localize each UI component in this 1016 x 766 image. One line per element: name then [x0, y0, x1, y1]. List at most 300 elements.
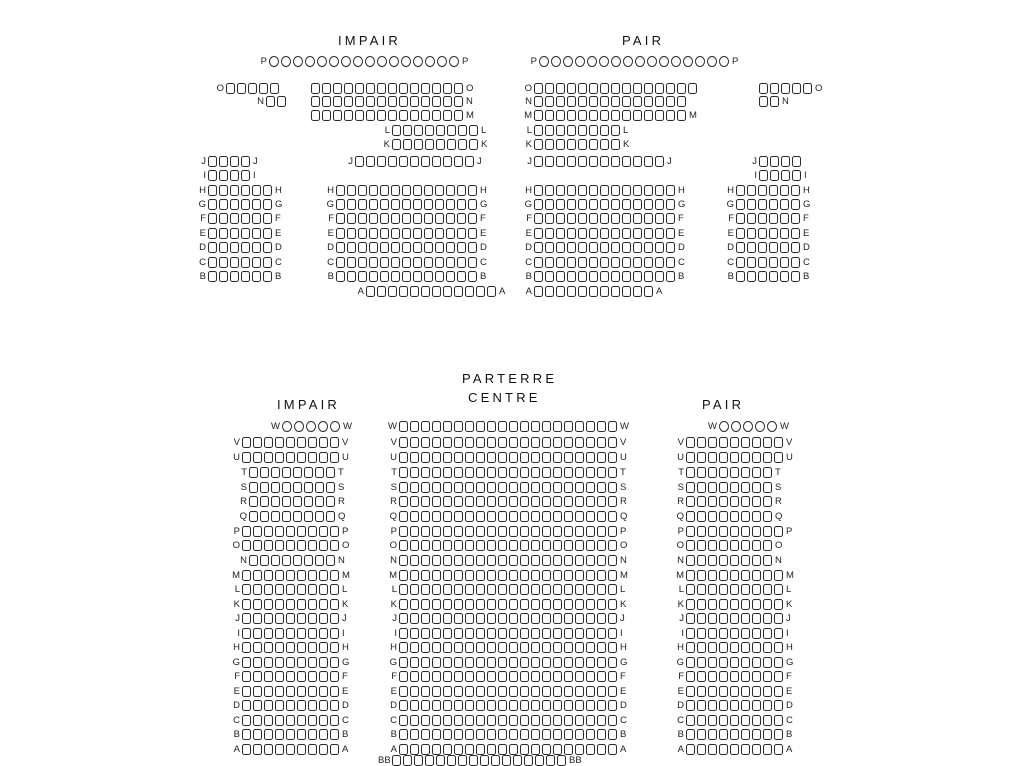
seat[interactable]: [520, 511, 529, 522]
seat[interactable]: [741, 540, 750, 551]
seat[interactable]: [597, 686, 606, 697]
seat[interactable]: [399, 729, 408, 740]
seat[interactable]: [564, 700, 573, 711]
seat[interactable]: [458, 125, 467, 136]
seat[interactable]: [747, 228, 756, 239]
seat[interactable]: [286, 437, 295, 448]
seat[interactable]: [498, 467, 507, 478]
seat[interactable]: [297, 700, 306, 711]
seat[interactable]: [264, 686, 273, 697]
seat[interactable]: [509, 628, 518, 639]
seat[interactable]: [611, 83, 620, 94]
seat[interactable]: [752, 613, 761, 624]
seat[interactable]: [377, 156, 386, 167]
seat[interactable]: [253, 452, 262, 463]
seat[interactable]: [520, 496, 529, 507]
seat[interactable]: [695, 56, 705, 67]
seat[interactable]: [791, 242, 800, 253]
seat[interactable]: [531, 657, 540, 668]
seat[interactable]: [597, 715, 606, 726]
seat[interactable]: [377, 110, 386, 121]
seat[interactable]: [567, 125, 576, 136]
seat[interactable]: [531, 526, 540, 537]
seat[interactable]: [622, 228, 631, 239]
seat[interactable]: [443, 452, 452, 463]
seat[interactable]: [792, 170, 801, 181]
seat[interactable]: [697, 496, 706, 507]
seat[interactable]: [468, 242, 477, 253]
seat[interactable]: [319, 700, 328, 711]
seat[interactable]: [286, 729, 295, 740]
seat[interactable]: [377, 83, 386, 94]
seat[interactable]: [608, 555, 617, 566]
seat[interactable]: [644, 213, 653, 224]
seat[interactable]: [264, 526, 273, 537]
seat[interactable]: [498, 540, 507, 551]
seat[interactable]: [534, 83, 543, 94]
seat[interactable]: [563, 56, 573, 67]
seat[interactable]: [413, 213, 422, 224]
seat[interactable]: [719, 540, 728, 551]
seat[interactable]: [567, 199, 576, 210]
seat[interactable]: [608, 421, 617, 432]
seat[interactable]: [553, 715, 562, 726]
seat[interactable]: [410, 83, 419, 94]
seat[interactable]: [575, 613, 584, 624]
seat[interactable]: [443, 526, 452, 537]
seat[interactable]: [266, 96, 275, 107]
seat[interactable]: [545, 286, 554, 297]
seat[interactable]: [509, 496, 518, 507]
seat[interactable]: [542, 686, 551, 697]
seat[interactable]: [264, 642, 273, 653]
seat[interactable]: [399, 467, 408, 478]
seat[interactable]: [330, 599, 339, 610]
seat[interactable]: [608, 511, 617, 522]
seat[interactable]: [260, 511, 269, 522]
seat[interactable]: [454, 555, 463, 566]
seat[interactable]: [347, 228, 356, 239]
seat[interactable]: [432, 156, 441, 167]
seat[interactable]: [520, 584, 529, 595]
seat[interactable]: [686, 555, 695, 566]
seat[interactable]: [589, 257, 598, 268]
seat[interactable]: [336, 242, 345, 253]
seat[interactable]: [322, 110, 331, 121]
seat[interactable]: [465, 467, 474, 478]
seat[interactable]: [730, 599, 739, 610]
seat[interactable]: [330, 526, 339, 537]
seat[interactable]: [780, 257, 789, 268]
seat[interactable]: [242, 540, 251, 551]
seat[interactable]: [542, 700, 551, 711]
seat[interactable]: [586, 496, 595, 507]
seat[interactable]: [498, 642, 507, 653]
seat[interactable]: [421, 657, 430, 668]
seat[interactable]: [380, 228, 389, 239]
seat[interactable]: [553, 729, 562, 740]
seat[interactable]: [763, 452, 772, 463]
seat[interactable]: [730, 437, 739, 448]
seat[interactable]: [443, 467, 452, 478]
seat[interactable]: [600, 139, 609, 150]
seat[interactable]: [542, 511, 551, 522]
seat[interactable]: [319, 729, 328, 740]
seat[interactable]: [586, 540, 595, 551]
seat[interactable]: [686, 686, 695, 697]
seat[interactable]: [281, 56, 291, 67]
seat[interactable]: [308, 671, 317, 682]
seat[interactable]: [644, 257, 653, 268]
seat[interactable]: [366, 156, 375, 167]
seat[interactable]: [454, 570, 463, 581]
seat[interactable]: [608, 729, 617, 740]
seat[interactable]: [741, 700, 750, 711]
seat[interactable]: [308, 540, 317, 551]
seat[interactable]: [275, 744, 284, 755]
seat[interactable]: [564, 613, 573, 624]
seat[interactable]: [465, 715, 474, 726]
seat[interactable]: [575, 555, 584, 566]
seat[interactable]: [424, 257, 433, 268]
seat[interactable]: [253, 729, 262, 740]
seat[interactable]: [597, 555, 606, 566]
seat[interactable]: [468, 257, 477, 268]
seat[interactable]: [556, 139, 565, 150]
seat[interactable]: [520, 657, 529, 668]
seat[interactable]: [432, 715, 441, 726]
seat[interactable]: [553, 700, 562, 711]
seat[interactable]: [319, 452, 328, 463]
seat[interactable]: [275, 700, 284, 711]
seat[interactable]: [454, 421, 463, 432]
seat[interactable]: [556, 83, 565, 94]
seat[interactable]: [421, 286, 430, 297]
seat[interactable]: [454, 613, 463, 624]
seat[interactable]: [355, 83, 364, 94]
seat[interactable]: [326, 511, 335, 522]
seat[interactable]: [421, 421, 430, 432]
seat[interactable]: [686, 496, 695, 507]
seat[interactable]: [498, 613, 507, 624]
seat[interactable]: [476, 599, 485, 610]
seat[interactable]: [597, 744, 606, 755]
seat[interactable]: [241, 213, 250, 224]
seat[interactable]: [600, 286, 609, 297]
seat[interactable]: [275, 715, 284, 726]
seat[interactable]: [763, 700, 772, 711]
seat[interactable]: [432, 437, 441, 448]
seat[interactable]: [399, 421, 408, 432]
seat[interactable]: [686, 540, 695, 551]
seat[interactable]: [534, 242, 543, 253]
seat[interactable]: [399, 744, 408, 755]
seat[interactable]: [553, 452, 562, 463]
seat[interactable]: [208, 257, 217, 268]
seat[interactable]: [567, 83, 576, 94]
seat[interactable]: [454, 511, 463, 522]
seat[interactable]: [253, 715, 262, 726]
seat[interactable]: [330, 671, 339, 682]
seat[interactable]: [556, 199, 565, 210]
seat[interactable]: [443, 96, 452, 107]
seat[interactable]: [553, 511, 562, 522]
seat[interactable]: [719, 56, 729, 67]
seat[interactable]: [686, 628, 695, 639]
seat[interactable]: [432, 96, 441, 107]
seat[interactable]: [263, 213, 272, 224]
seat[interactable]: [377, 96, 386, 107]
seat[interactable]: [622, 242, 631, 253]
seat[interactable]: [421, 540, 430, 551]
seat[interactable]: [542, 715, 551, 726]
seat[interactable]: [432, 511, 441, 522]
seat[interactable]: [534, 125, 543, 136]
seat[interactable]: [446, 242, 455, 253]
seat[interactable]: [666, 199, 675, 210]
seat[interactable]: [443, 83, 452, 94]
seat[interactable]: [730, 452, 739, 463]
seat[interactable]: [399, 715, 408, 726]
seat[interactable]: [608, 526, 617, 537]
seat[interactable]: [391, 199, 400, 210]
seat[interactable]: [774, 700, 783, 711]
seat[interactable]: [391, 271, 400, 282]
seat[interactable]: [443, 657, 452, 668]
seat[interactable]: [763, 540, 772, 551]
seat[interactable]: [677, 83, 686, 94]
seat[interactable]: [697, 555, 706, 566]
seat[interactable]: [575, 496, 584, 507]
seat[interactable]: [741, 613, 750, 624]
seat[interactable]: [480, 755, 489, 766]
seat[interactable]: [752, 599, 761, 610]
seat[interactable]: [443, 437, 452, 448]
seat[interactable]: [509, 452, 518, 463]
seat[interactable]: [755, 421, 765, 432]
seat[interactable]: [655, 228, 664, 239]
seat[interactable]: [410, 744, 419, 755]
seat[interactable]: [432, 613, 441, 624]
seat[interactable]: [208, 156, 217, 167]
seat[interactable]: [264, 540, 273, 551]
seat[interactable]: [509, 671, 518, 682]
seat[interactable]: [286, 657, 295, 668]
seat[interactable]: [380, 185, 389, 196]
seat[interactable]: [708, 555, 717, 566]
seat[interactable]: [597, 482, 606, 493]
seat[interactable]: [520, 467, 529, 478]
seat[interactable]: [509, 642, 518, 653]
seat[interactable]: [476, 540, 485, 551]
seat[interactable]: [741, 657, 750, 668]
seat[interactable]: [322, 83, 331, 94]
seat[interactable]: [586, 642, 595, 653]
seat[interactable]: [264, 671, 273, 682]
seat[interactable]: [758, 213, 767, 224]
seat[interactable]: [633, 271, 642, 282]
seat[interactable]: [708, 642, 717, 653]
seat[interactable]: [391, 228, 400, 239]
seat[interactable]: [282, 511, 291, 522]
seat[interactable]: [403, 125, 412, 136]
seat[interactable]: [531, 613, 540, 624]
seat[interactable]: [509, 729, 518, 740]
seat[interactable]: [567, 139, 576, 150]
seat[interactable]: [275, 599, 284, 610]
seat[interactable]: [315, 482, 324, 493]
seat[interactable]: [264, 657, 273, 668]
seat[interactable]: [730, 642, 739, 653]
seat[interactable]: [432, 729, 441, 740]
seat[interactable]: [589, 156, 598, 167]
seat[interactable]: [697, 729, 706, 740]
seat[interactable]: [633, 185, 642, 196]
seat[interactable]: [520, 526, 529, 537]
seat[interactable]: [752, 496, 761, 507]
seat[interactable]: [242, 628, 251, 639]
seat[interactable]: [329, 56, 339, 67]
seat[interactable]: [219, 257, 228, 268]
seat[interactable]: [586, 555, 595, 566]
seat[interactable]: [564, 467, 573, 478]
seat[interactable]: [336, 199, 345, 210]
seat[interactable]: [597, 467, 606, 478]
seat[interactable]: [708, 467, 717, 478]
seat[interactable]: [208, 213, 217, 224]
seat[interactable]: [391, 185, 400, 196]
seat[interactable]: [644, 271, 653, 282]
seat[interactable]: [498, 526, 507, 537]
seat[interactable]: [575, 671, 584, 682]
seat[interactable]: [741, 642, 750, 653]
seat[interactable]: [780, 228, 789, 239]
seat[interactable]: [425, 755, 434, 766]
seat[interactable]: [545, 242, 554, 253]
seat[interactable]: [282, 467, 291, 478]
seat[interactable]: [366, 96, 375, 107]
seat[interactable]: [421, 526, 430, 537]
seat[interactable]: [578, 199, 587, 210]
seat[interactable]: [586, 421, 595, 432]
seat[interactable]: [600, 242, 609, 253]
seat[interactable]: [487, 526, 496, 537]
seat[interactable]: [410, 700, 419, 711]
seat[interactable]: [730, 482, 739, 493]
seat[interactable]: [509, 555, 518, 566]
seat[interactable]: [564, 482, 573, 493]
seat[interactable]: [597, 496, 606, 507]
seat[interactable]: [741, 496, 750, 507]
seat[interactable]: [769, 199, 778, 210]
seat[interactable]: [286, 715, 295, 726]
seat[interactable]: [443, 555, 452, 566]
seat[interactable]: [531, 744, 540, 755]
seat[interactable]: [208, 199, 217, 210]
seat[interactable]: [719, 584, 728, 595]
seat[interactable]: [380, 199, 389, 210]
seat[interactable]: [410, 613, 419, 624]
seat[interactable]: [282, 555, 291, 566]
seat[interactable]: [413, 257, 422, 268]
seat[interactable]: [330, 452, 339, 463]
seat[interactable]: [611, 125, 620, 136]
seat[interactable]: [252, 213, 261, 224]
seat[interactable]: [586, 437, 595, 448]
seat[interactable]: [275, 452, 284, 463]
seat[interactable]: [476, 452, 485, 463]
seat[interactable]: [763, 526, 772, 537]
seat[interactable]: [465, 570, 474, 581]
seat[interactable]: [697, 671, 706, 682]
seat[interactable]: [326, 482, 335, 493]
seat[interactable]: [730, 628, 739, 639]
seat[interactable]: [242, 642, 251, 653]
seat[interactable]: [432, 452, 441, 463]
seat[interactable]: [686, 570, 695, 581]
seat[interactable]: [666, 242, 675, 253]
seat[interactable]: [564, 540, 573, 551]
seat[interactable]: [730, 729, 739, 740]
seat[interactable]: [719, 467, 728, 478]
seat[interactable]: [286, 613, 295, 624]
seat[interactable]: [487, 671, 496, 682]
seat[interactable]: [432, 526, 441, 537]
seat[interactable]: [763, 628, 772, 639]
seat[interactable]: [509, 482, 518, 493]
seat[interactable]: [791, 199, 800, 210]
seat[interactable]: [622, 110, 631, 121]
seat[interactable]: [421, 555, 430, 566]
seat[interactable]: [454, 526, 463, 537]
seat[interactable]: [355, 156, 364, 167]
seat[interactable]: [432, 496, 441, 507]
seat[interactable]: [410, 96, 419, 107]
seat[interactable]: [465, 642, 474, 653]
seat[interactable]: [311, 110, 320, 121]
seat[interactable]: [719, 496, 728, 507]
seat[interactable]: [520, 613, 529, 624]
seat[interactable]: [465, 482, 474, 493]
seat[interactable]: [608, 700, 617, 711]
seat[interactable]: [774, 729, 783, 740]
seat[interactable]: [380, 271, 389, 282]
seat[interactable]: [330, 421, 340, 432]
seat[interactable]: [589, 228, 598, 239]
seat[interactable]: [741, 511, 750, 522]
seat[interactable]: [608, 671, 617, 682]
seat[interactable]: [275, 729, 284, 740]
seat[interactable]: [600, 257, 609, 268]
seat[interactable]: [719, 613, 728, 624]
seat[interactable]: [767, 421, 777, 432]
seat[interactable]: [752, 642, 761, 653]
seat[interactable]: [589, 213, 598, 224]
seat[interactable]: [369, 271, 378, 282]
seat[interactable]: [545, 199, 554, 210]
seat[interactable]: [308, 437, 317, 448]
seat[interactable]: [513, 755, 522, 766]
seat[interactable]: [509, 511, 518, 522]
seat[interactable]: [774, 452, 783, 463]
seat[interactable]: [468, 228, 477, 239]
seat[interactable]: [476, 613, 485, 624]
seat[interactable]: [413, 185, 422, 196]
seat[interactable]: [421, 628, 430, 639]
seat[interactable]: [347, 271, 356, 282]
seat[interactable]: [781, 83, 790, 94]
seat[interactable]: [545, 185, 554, 196]
